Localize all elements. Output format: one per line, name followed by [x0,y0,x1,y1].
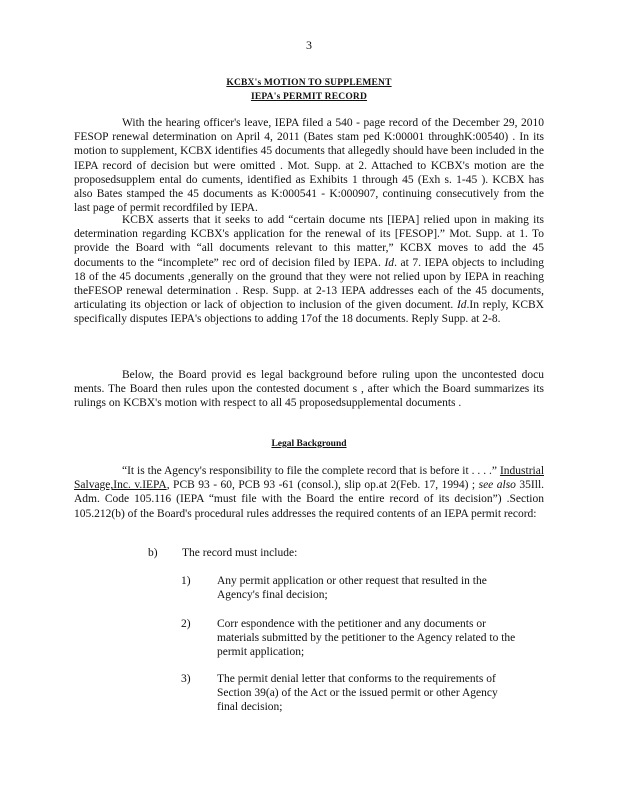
list-item-text: The permit denial letter that conforms to the requirements of Section 39(a) of the Act or the issued permit or other Agency final decision; [217,673,498,714]
citation-detail: , PCB 93 - 60, PCB 93 -61 (consol.), slip op.at 2(Feb. 17, 1994) ; [166,479,476,492]
subheading [0,437,618,451]
paragraph-text [74,213,544,327]
section-title-text-1: KCBX's MOTION TO SUPPLEMENT [226,78,392,88]
section-title-text-2: IEPA's PERMIT RECORD [250,92,368,102]
list-item-text: Corr espondence with the petitioner and any documents or materials submitted by the petitioner to the Agency related to the permit application; [217,618,516,659]
paragraph-text-mid: . at 7. IEPA objects to including 18 of the 45 documents ,generally on the ground that they were not relied upon by IEPA in reaching theFESOP renewal determination . Resp. Supp. at 2-13 IEPA addresses each of the 45 documents, articulating its objection or lack of objection to inclusion of the given document. [74,256,545,312]
paragraph-kcbx-assertion [74,213,544,327]
list-item-text: Any permit application or other request that resulted in the Agency's final decision; [217,575,487,602]
citation-id: Id [384,256,395,269]
quote-lead: “It is the Agency's responsibility to file the complete record that is before it . . . .” [122,465,497,477]
list-item-number: 2) [181,618,191,630]
subsection-label: b) [148,547,158,559]
paragraph-text: With the hearing officer's leave, IEPA filed a 540 - page record of the December 29, 2010 FESOP renewal determination on April 4, 2011 (Bates stam ped K:00001 throughK:00540) . In its motion to supplement, KCBX identifies 45 documents that allegedly should have been included in the IEPA record of decision but were omitted . Mot. Supp. at 2. Attached to KCBX's motion are the proposedsupplem ental do cuments, identified as Exhibits 1 through 45 (Exh s. 1-45 ). KCBX has also Bates stamped the 45 documents as K:000541 - K:000907, continuing consecutively from the last page of permit recordfiled by IEPA. [74,117,544,215]
list-item-number: 3) [181,673,191,685]
see-also-signal: see also [478,479,516,492]
paragraph-text-lead: KCBX asserts that it seeks to add “certain docume nts [IEPA] relied upon in making its determination regarding KCBX's application for the renewal of its [FESOP].” Mot. Supp. at 1. To provide the Board with “all documents relevant to this matter,” KCBX moves to add the 45 documents to the “incomplete” rec ord of decision filed by IEPA. [74,214,544,269]
rule-subsection-b [148,546,297,560]
case-citation: Industrial Salvage,Inc. v.IEPA [74,465,545,492]
paragraph-record-filing [74,116,544,215]
paragraph-text-end: .In reply, KCBX specifically disputes IEPA's objections to adding 17of the 18 documents. Reply Supp. at 2-8. [74,299,544,326]
subheading-text: Legal Background [271,439,347,449]
section-title-line2 [0,90,618,104]
page-number: 3 [306,38,312,52]
paragraph-text: Below, the Board provid es legal background before ruling upon the uncontested docu ments. The Board then rules upon the contested document s , after which the Board summarizes its rulings on KCBX's motion with respect to all 45 proposedsupplemental documents . [74,369,544,410]
list-item-number: 1) [181,575,191,587]
subsection-text: The record must include: [182,547,298,559]
section-title-line1 [0,76,618,90]
paragraph-legal-background [74,464,544,521]
citation-id: Id [456,299,467,312]
paragraph-text [74,464,544,521]
paragraph-text-end: 35Ill. Adm. Code 105.116 (IEPA “must file with the Board the entire record of its decision”) .Section 105.212(b) of the Board's procedural rules addresses the required contents of an IEPA permit record: [74,479,545,520]
paragraph-board-overview [74,368,544,411]
